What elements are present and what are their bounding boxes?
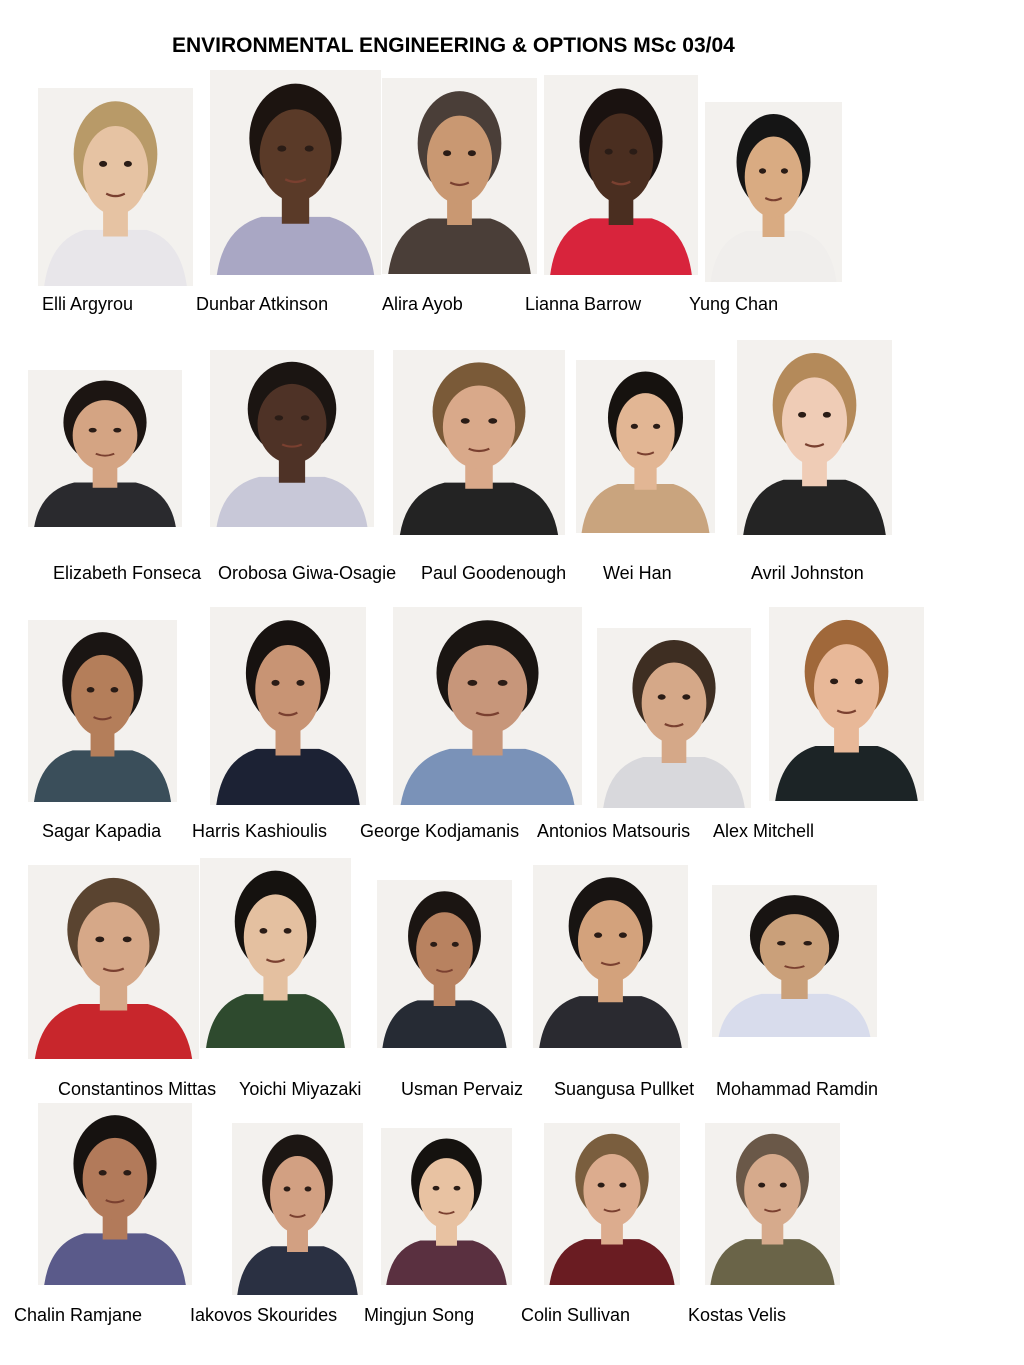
student-photo <box>210 70 381 275</box>
student-photo <box>38 1103 192 1285</box>
face <box>255 645 321 734</box>
portrait-silhouette <box>737 340 892 535</box>
student-photo <box>381 1128 512 1285</box>
face <box>578 900 643 982</box>
face <box>745 137 803 218</box>
right-eye <box>781 168 788 173</box>
face <box>448 645 527 734</box>
left-eye <box>284 1186 291 1191</box>
student-photo <box>393 350 565 535</box>
left-eye <box>830 678 838 684</box>
right-eye <box>803 941 812 946</box>
student-photo <box>28 370 182 527</box>
right-eye <box>855 678 863 684</box>
student-photo <box>210 350 374 527</box>
left-eye <box>271 680 279 686</box>
face <box>583 1154 640 1227</box>
student-photo <box>705 102 842 282</box>
left-eye <box>467 680 477 686</box>
right-eye <box>296 680 304 686</box>
portrait-silhouette <box>393 350 565 535</box>
right-eye <box>123 1170 131 1175</box>
left-eye <box>99 1170 107 1175</box>
portrait-silhouette <box>769 607 924 801</box>
right-eye <box>619 1183 626 1188</box>
left-eye <box>461 418 470 424</box>
student-name: Suangusa Pullket <box>554 1079 695 1099</box>
portrait-silhouette <box>377 880 512 1048</box>
right-eye <box>468 150 476 156</box>
student-photo <box>393 607 582 805</box>
left-eye <box>658 694 666 699</box>
right-eye <box>682 694 690 699</box>
left-eye <box>89 428 97 433</box>
face <box>443 385 515 468</box>
face <box>642 663 707 744</box>
right-eye <box>305 146 314 152</box>
right-eye <box>305 1186 312 1191</box>
right-eye <box>111 687 119 692</box>
student-name: Antonios Matsouris <box>537 821 691 841</box>
face <box>260 109 332 201</box>
student-name: Alex Mitchell <box>713 821 815 841</box>
portrait-silhouette <box>200 858 351 1048</box>
student-photo <box>382 78 537 274</box>
student-photo <box>377 880 512 1048</box>
portrait-silhouette <box>544 75 698 275</box>
right-eye <box>113 428 121 433</box>
portrait-silhouette <box>38 88 193 286</box>
student-name: Mohammad Ramdin <box>716 1079 879 1099</box>
left-eye <box>598 1183 605 1188</box>
student-name: Chalin Ramjane <box>14 1305 143 1325</box>
portrait-silhouette <box>28 620 177 802</box>
student-name: Yung Chan <box>689 294 779 314</box>
student-name: Alira Ayob <box>382 294 463 314</box>
student-name: Yoichi Miyazaki <box>239 1079 362 1099</box>
student-photo <box>705 1123 840 1285</box>
right-eye <box>629 149 637 155</box>
student-name: Sagar Kapadia <box>42 821 162 841</box>
portrait-silhouette <box>210 350 374 527</box>
face <box>616 393 674 471</box>
portrait-silhouette <box>381 1128 512 1285</box>
right-eye <box>284 928 292 934</box>
student-name: Constantinos Mittas <box>58 1079 217 1099</box>
portrait-silhouette <box>210 70 381 275</box>
face <box>270 1156 325 1233</box>
student-photo <box>544 75 698 275</box>
portrait-silhouette <box>544 1123 680 1285</box>
student-name: Wei Han <box>603 563 672 583</box>
face <box>760 914 829 982</box>
right-eye <box>823 412 831 418</box>
student-name: Paul Goodenough <box>421 563 567 583</box>
student-name: Iakovos Skourides <box>190 1305 338 1325</box>
left-eye <box>433 1186 440 1191</box>
portrait-silhouette <box>210 607 366 805</box>
left-eye <box>759 168 766 173</box>
student-photo <box>28 620 177 802</box>
left-eye <box>277 146 286 152</box>
left-eye <box>594 932 602 937</box>
face <box>78 902 150 989</box>
face <box>427 116 492 204</box>
student-name: George Kodjamanis <box>360 821 520 841</box>
right-eye <box>301 415 310 420</box>
page-title: ENVIRONMENTAL ENGINEERING & OPTIONS MSc 03/04 <box>172 34 735 57</box>
face <box>744 1154 801 1227</box>
left-eye <box>95 936 104 942</box>
student-name: Orobosa Giwa-Osagie <box>218 563 397 583</box>
face <box>589 113 654 203</box>
left-eye <box>605 149 613 155</box>
right-eye <box>454 1186 461 1191</box>
portrait-silhouette <box>705 1123 840 1285</box>
left-eye <box>443 150 451 156</box>
student-photo <box>210 607 366 805</box>
student-photo <box>712 885 877 1037</box>
student-name: Kostas Velis <box>688 1305 787 1325</box>
face <box>814 644 879 731</box>
right-eye <box>452 942 459 947</box>
left-eye <box>275 415 284 420</box>
portrait-silhouette <box>712 885 877 1037</box>
left-eye <box>758 1183 765 1188</box>
portrait-silhouette <box>576 360 715 533</box>
student-name: Usman Pervaiz <box>401 1079 524 1099</box>
face <box>244 894 307 980</box>
student-name: Dunbar Atkinson <box>196 294 329 314</box>
student-name: Avril Johnston <box>751 563 864 583</box>
student-photo <box>533 865 688 1048</box>
student-photo <box>200 858 351 1048</box>
face <box>419 1158 474 1229</box>
right-eye <box>123 936 132 942</box>
left-eye <box>99 161 107 167</box>
student-photo <box>232 1123 363 1295</box>
portrait-silhouette <box>393 607 582 805</box>
right-eye <box>124 161 132 167</box>
student-photo <box>576 360 715 533</box>
student-name: Lianna Barrow <box>525 294 642 314</box>
face <box>73 400 138 471</box>
right-eye <box>488 418 497 424</box>
face <box>83 126 148 215</box>
face <box>71 655 134 737</box>
student-name: Harris Kashioulis <box>192 821 328 841</box>
portrait-silhouette <box>597 628 751 808</box>
student-name: Mingjun Song <box>364 1305 475 1325</box>
right-eye <box>498 680 508 686</box>
right-eye <box>653 424 660 429</box>
student-photo <box>28 865 199 1059</box>
student-photo <box>769 607 924 801</box>
portrait-silhouette <box>38 1103 192 1285</box>
left-eye <box>798 412 806 418</box>
portrait-silhouette <box>533 865 688 1048</box>
face <box>782 377 847 465</box>
student-photo <box>38 88 193 286</box>
face <box>83 1138 148 1220</box>
student-name: Elizabeth Fonseca <box>53 563 202 583</box>
left-eye <box>631 424 638 429</box>
student-photo <box>597 628 751 808</box>
face <box>416 912 473 988</box>
face <box>258 384 327 464</box>
right-eye <box>780 1183 787 1188</box>
portrait-silhouette <box>28 370 182 527</box>
left-eye <box>777 941 786 946</box>
student-photo <box>737 340 892 535</box>
portrait-silhouette <box>382 78 537 274</box>
student-name: Elli Argyrou <box>42 294 134 314</box>
portrait-silhouette <box>705 102 842 282</box>
student-name: Colin Sullivan <box>521 1305 631 1325</box>
left-eye <box>430 942 437 947</box>
left-eye <box>87 687 95 692</box>
portrait-silhouette <box>232 1123 363 1295</box>
right-eye <box>619 932 627 937</box>
left-eye <box>259 928 267 934</box>
portrait-silhouette <box>28 865 199 1059</box>
student-photo <box>544 1123 680 1285</box>
